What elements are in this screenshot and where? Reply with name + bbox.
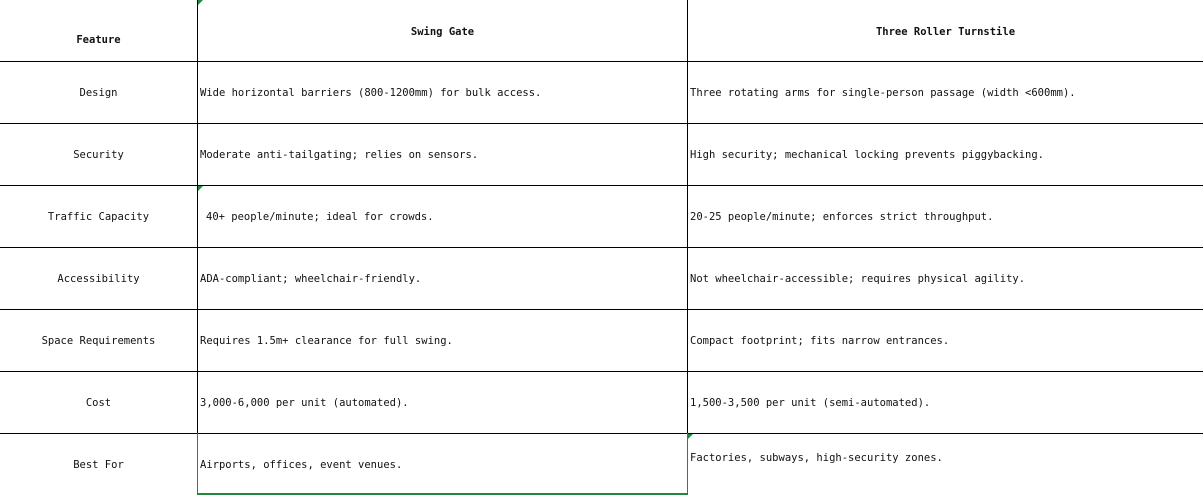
turnstile-cell[interactable] bbox=[687, 186, 1203, 247]
table-row bbox=[0, 62, 1203, 124]
turnstile-cell[interactable] bbox=[687, 310, 1203, 371]
turnstile-cell[interactable] bbox=[687, 372, 1203, 433]
feature-text: Traffic Capacity bbox=[47, 210, 150, 223]
comment-indicator-icon bbox=[688, 434, 693, 439]
swing-gate-cell[interactable] bbox=[197, 434, 687, 495]
table-row bbox=[0, 434, 1203, 495]
turnstile-text: Not wheelchair-accessible; requires physical agility. bbox=[690, 272, 1026, 285]
header-label-swing-gate: Swing Gate bbox=[410, 26, 475, 38]
feature-cell[interactable] bbox=[0, 248, 197, 309]
swing-gate-text: Moderate anti-tailgating; relies on sensors. bbox=[200, 148, 479, 161]
swing-gate-cell[interactable] bbox=[197, 186, 687, 247]
feature-text: Space Requirements bbox=[41, 334, 156, 347]
feature-cell[interactable] bbox=[0, 372, 197, 433]
swing-gate-cell[interactable] bbox=[197, 248, 687, 309]
feature-text: Design bbox=[79, 86, 118, 99]
comment-indicator-icon bbox=[198, 186, 203, 191]
turnstile-cell[interactable] bbox=[687, 62, 1203, 123]
swing-gate-text: Requires 1.5m+ clearance for full swing. bbox=[200, 334, 453, 347]
feature-cell[interactable] bbox=[0, 124, 197, 185]
comment-indicator-icon bbox=[198, 0, 203, 5]
feature-cell[interactable] bbox=[0, 310, 197, 371]
turnstile-cell[interactable] bbox=[687, 124, 1203, 185]
turnstile-text: Compact footprint; fits narrow entrances. bbox=[690, 334, 950, 347]
swing-gate-cell[interactable] bbox=[197, 372, 687, 433]
feature-text: Cost bbox=[85, 396, 112, 409]
turnstile-cell[interactable] bbox=[687, 248, 1203, 309]
feature-text: Best For bbox=[73, 458, 124, 471]
turnstile-text: 1,500-3,500 per unit (semi-automated). bbox=[690, 396, 931, 409]
swing-gate-text: 3,000-6,000 per unit (automated). bbox=[200, 396, 409, 409]
header-label-feature: Feature bbox=[76, 34, 121, 46]
header-cell-feature[interactable] bbox=[0, 0, 197, 61]
header-row bbox=[0, 0, 1203, 62]
turnstile-cell[interactable] bbox=[687, 434, 1203, 495]
feature-cell[interactable] bbox=[0, 434, 197, 495]
swing-gate-text: ADA-compliant; wheelchair-friendly. bbox=[200, 272, 422, 285]
swing-gate-cell[interactable] bbox=[197, 124, 687, 185]
swing-gate-cell[interactable] bbox=[197, 310, 687, 371]
swing-gate-cell[interactable] bbox=[197, 62, 687, 123]
table-row bbox=[0, 248, 1203, 310]
turnstile-text: High security; mechanical locking prevents piggybacking. bbox=[690, 148, 1045, 161]
feature-cell[interactable] bbox=[0, 186, 197, 247]
feature-cell[interactable] bbox=[0, 62, 197, 123]
header-label-turnstile: Three Roller Turnstile bbox=[875, 26, 1016, 38]
turnstile-text: 20-25 people/minute; enforces strict throughput. bbox=[690, 210, 994, 223]
swing-gate-text: Airports, offices, event venues. bbox=[200, 458, 403, 471]
header-cell-turnstile[interactable] bbox=[687, 0, 1203, 61]
turnstile-text: Three rotating arms for single-person passage (width <600mm). bbox=[690, 86, 1076, 99]
table-row bbox=[0, 372, 1203, 434]
turnstile-text: Factories, subways, high-security zones. bbox=[690, 452, 943, 464]
table-row bbox=[0, 310, 1203, 372]
table-row bbox=[0, 186, 1203, 248]
swing-gate-text: Wide horizontal barriers (800-1200mm) for bulk access. bbox=[200, 86, 542, 99]
feature-text: Accessibility bbox=[57, 272, 140, 285]
feature-text: Security bbox=[73, 148, 124, 161]
table-row bbox=[0, 124, 1203, 186]
swing-gate-text: 40+ people/minute; ideal for crowds. bbox=[206, 210, 434, 223]
header-cell-swing-gate[interactable] bbox=[197, 0, 687, 61]
